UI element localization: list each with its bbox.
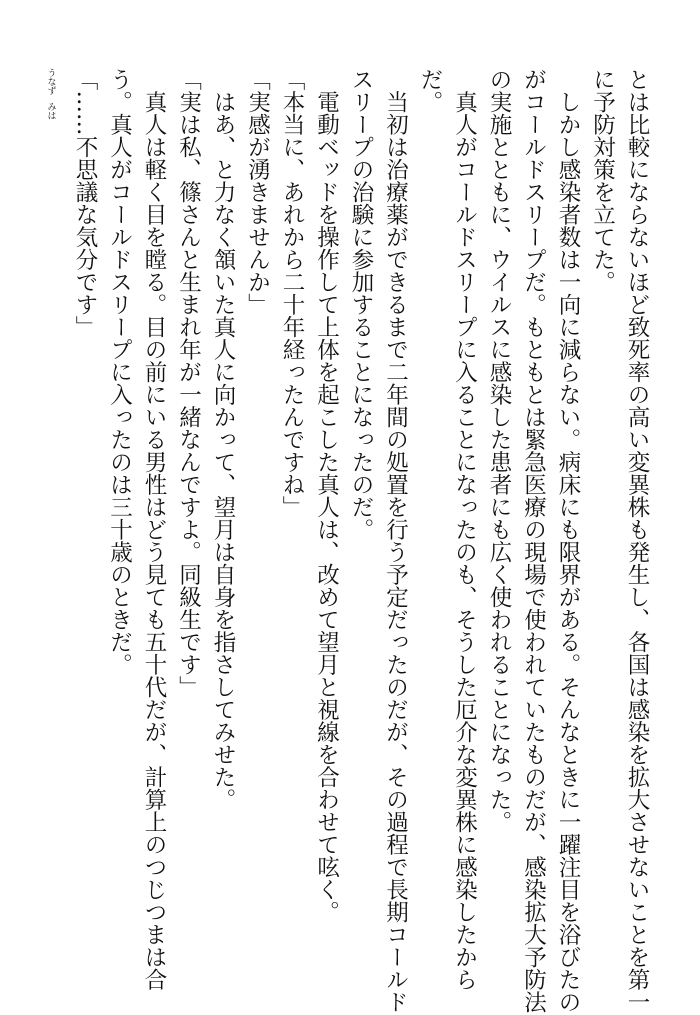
text-line: しかし感染者数は一向に減らない。病床にも限界がある。そんなときに一躍注目を浴びたの (555, 68, 581, 1013)
text-line: 真人は軽く目を瞠る。目の前にいる男性はどう見ても五十代だが、計算上のつじつまは合 (141, 68, 167, 991)
text-line: に予防対策を立てた。 (589, 68, 616, 293)
text-line: がコールドスリープだ。もともとは緊急医療の現場で使われていたものだが、感染拡大予防法 (520, 68, 547, 1013)
text-line: はあ、と力なく頷いた真人に向かって、望月は自身を指さしてみせた。 (210, 68, 236, 811)
text-line: 「本当に、あれから二十年経ったんですね」 (279, 68, 305, 518)
text-line: 真人がコールドスリープに入ることになったのも、そうした厄介な変異株に感染したから (451, 68, 478, 991)
text-line: 当初は治療薬ができるまで二年間の処置を行う予定だったのだが、その過程で長期コールド (382, 68, 409, 1013)
text-line: だ。 (417, 68, 443, 113)
text-line: 「実は私、篠さんと生まれ年が一緒なんですよ。同級生です」 (175, 68, 202, 698)
text-line: 電動ベッドを操作して上体を起こした真人は、改めて望月と視線を合わせて呟く。 (313, 68, 340, 923)
furigana-miha: みは (45, 102, 56, 121)
text-line: の実施とともに、ウイルスに感染した患者にも広く使われることになった。 (486, 68, 512, 833)
furigana-unazu: うなず (45, 68, 56, 95)
furigana-notes (33, 68, 68, 968)
text-line: 「……不思議な気分です」 (72, 68, 98, 338)
text-line: う。真人がコールドスリープに入ったのは三十歳のときだ。 (106, 68, 133, 676)
text-line: スリープの治験に参加することになったのだ。 (348, 68, 374, 541)
text-line: 「実感が湧きませんか」 (244, 68, 271, 316)
text-line: とは比較にならないほど致死率の高い変異株も発生し、各国は感染を拡大させないことを第一 (624, 68, 650, 1013)
vertical-text-body (33, 68, 654, 1013)
